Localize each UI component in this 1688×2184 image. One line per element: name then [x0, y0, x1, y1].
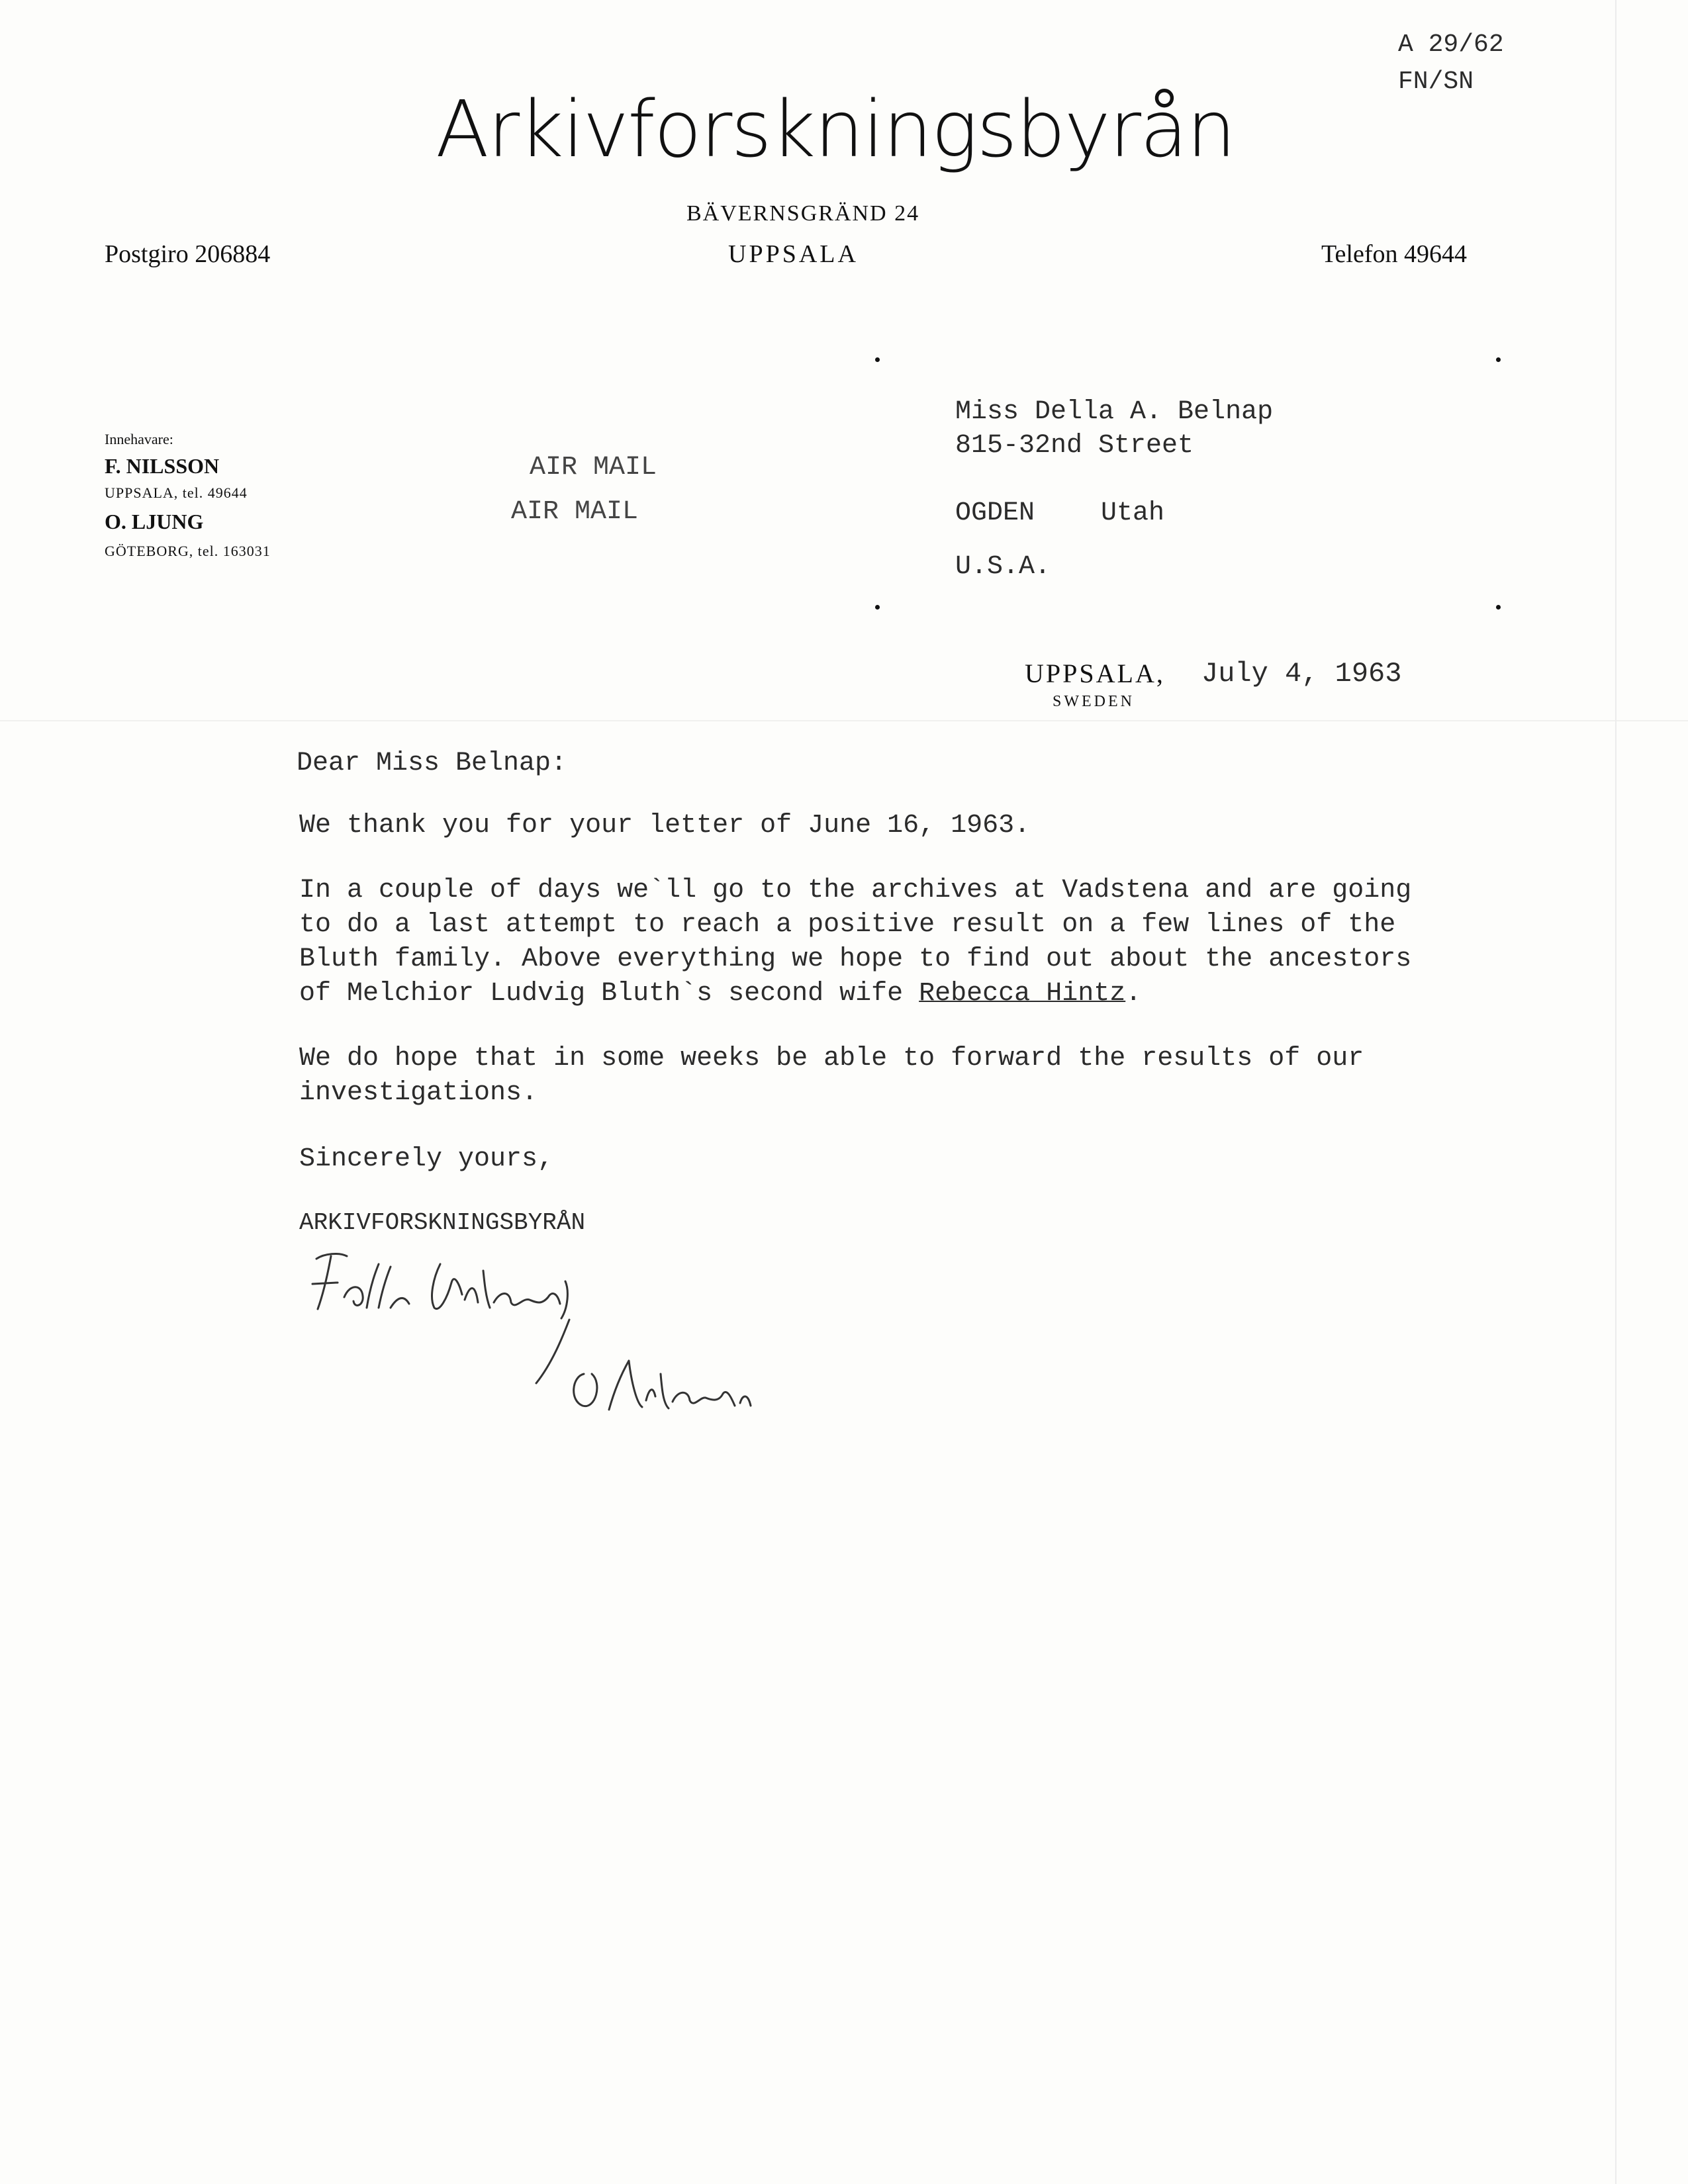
- paragraph-line-text: of Melchior Ludvig Bluth`s second wife: [299, 979, 919, 1009]
- paragraph-line: to do a last attempt to reach a positive result on a few lines of the: [299, 910, 1396, 940]
- signature-stroke: [574, 1361, 751, 1410]
- paragraph-line-text: .: [1125, 979, 1142, 1009]
- owner-name: O. LJUNG: [105, 510, 204, 533]
- underlined-name: Rebecca Hintz: [919, 979, 1126, 1009]
- recipient-state: Utah: [1101, 498, 1165, 528]
- air-mail-mark: AIR MAIL: [511, 497, 639, 527]
- window-corner-dot: [875, 357, 880, 362]
- paragraph-line: In a couple of days we`ll go to the archives at Vadstena and are going: [299, 876, 1412, 905]
- paper-edge-line: [1615, 0, 1617, 2184]
- recipient-country: U.S.A.: [955, 552, 1051, 582]
- dateline-city: UPPSALA,: [1025, 659, 1165, 688]
- air-mail-mark: AIR MAIL: [530, 453, 657, 482]
- window-corner-dot: [875, 605, 880, 610]
- handwritten-signatures: [298, 1244, 827, 1436]
- recipient-city: OGDEN: [955, 498, 1035, 528]
- paragraph-line: investigations.: [299, 1078, 538, 1108]
- window-corner-dot: [1496, 605, 1501, 610]
- paragraph: [299, 1042, 1364, 1111]
- signature-stroke: [432, 1264, 568, 1318]
- file-reference-number: A 29/62: [1398, 30, 1504, 59]
- closing: Sincerely yours,: [299, 1144, 554, 1174]
- letterhead-telefon: Telefon 49644: [1321, 240, 1468, 268]
- owner-detail: UPPSALA, tel. 49644: [105, 484, 248, 501]
- paragraph: We thank you for your letter of June 16, 1963.: [299, 811, 1031, 841]
- window-corner-dot: [1496, 357, 1501, 362]
- owner-detail: GÖTEBORG, tel. 163031: [105, 543, 271, 559]
- recipient-name: Miss Della A. Belnap: [955, 397, 1274, 427]
- file-reference: [1398, 26, 1504, 101]
- signature-stroke: [312, 1254, 347, 1309]
- salutation: Dear Miss Belnap:: [297, 749, 567, 778]
- paper-fold-line: [0, 720, 1688, 721]
- firm-signature: ARKIVFORSKNINGSBYRÅN: [299, 1209, 586, 1236]
- dateline-country: SWEDEN: [1053, 693, 1135, 710]
- letterhead-street: BÄVERNSGRÄND 24: [686, 201, 920, 226]
- file-reference-initials: FN/SN: [1398, 68, 1474, 96]
- letterhead-postgiro: Postgiro 206884: [105, 240, 271, 268]
- signature-stroke: [536, 1320, 569, 1383]
- paragraph-line: [299, 977, 1411, 1011]
- signature-stroke: [344, 1264, 409, 1308]
- paragraph: [299, 874, 1411, 1011]
- letter-date: July 4, 1963: [1201, 658, 1402, 690]
- owner-name: F. NILSSON: [105, 454, 220, 478]
- recipient-street: 815-32nd Street: [955, 431, 1194, 461]
- paragraph-line: Bluth family. Above everything we hope to find out about the ancestors: [299, 944, 1412, 974]
- letterhead-city: UPPSALA: [728, 240, 859, 268]
- letterhead-company-name: Arkivforskningsbyrån: [436, 83, 1235, 175]
- owners-label: Innehavare:: [105, 431, 173, 447]
- paragraph-line: We do hope that in some weeks be able to forward the results of our: [299, 1044, 1364, 1073]
